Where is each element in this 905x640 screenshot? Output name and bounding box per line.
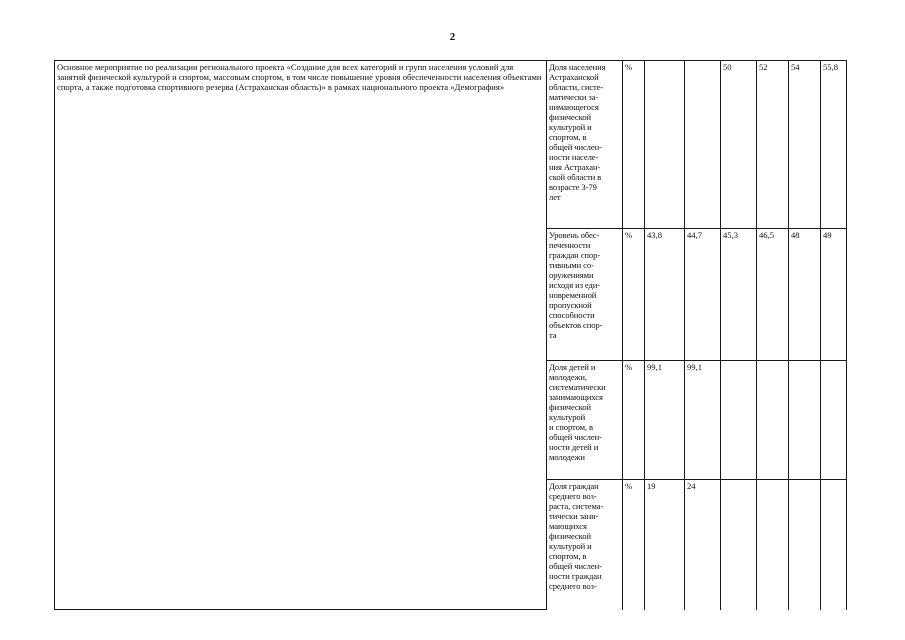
- value-cell: [757, 480, 789, 610]
- indicator-unit: %: [623, 480, 645, 610]
- indicator-name: Доля граждан среднего воз- раста, система- тически зани- мающихся физической культурой и спортом, в общей числен- ности граждан среднего воз-: [547, 480, 623, 610]
- value-cell: [821, 480, 847, 610]
- value-cell: [789, 361, 821, 480]
- value-cell: 99,1: [645, 361, 685, 480]
- value-cell: 44,7: [685, 229, 721, 361]
- value-cell: 54: [789, 61, 821, 229]
- value-cell: [645, 61, 685, 229]
- value-cell: 50: [721, 61, 757, 229]
- value-cell: 46,5: [757, 229, 789, 361]
- value-cell: 48: [789, 229, 821, 361]
- measures-table: [54, 60, 847, 610]
- main-measure-cell: Основное мероприятие по реализации регионального проекта «Создание для всех категорий и групп населения условий для занятий физической культурой и спортом, массовым спортом, в том числе повышение уровня обеспеченности населения объектами спорта, а также подготовка спортивного резерва (Астраханская область)» в рамках национального проекта «Демография»: [55, 61, 547, 610]
- value-cell: [789, 480, 821, 610]
- value-cell: 45,3: [721, 229, 757, 361]
- value-cell: [685, 61, 721, 229]
- value-cell: 99,1: [685, 361, 721, 480]
- value-cell: 19: [645, 480, 685, 610]
- value-cell: [821, 361, 847, 480]
- value-cell: [757, 361, 789, 480]
- value-cell: 43,8: [645, 229, 685, 361]
- indicator-unit: %: [623, 361, 645, 480]
- value-cell: 24: [685, 480, 721, 610]
- indicator-name: Уровень обес- печенности граждан спор- тивными со- оружениями исходя из еди- новременной пропускной способности объектов спор- та: [547, 229, 623, 361]
- indicator-name: Доля населения Астраханской области, систе- матически за- нимающегося физической культурой и спортом, в общей числен- ности населе- ния Астрахан- ской области в возрасте 3-79 лет: [547, 61, 623, 229]
- value-cell: 55,8: [821, 61, 847, 229]
- table-row: [55, 61, 847, 229]
- value-cell: 49: [821, 229, 847, 361]
- indicator-name: Доля детей и молодежи, систематически занимающихся физической культурой и спортом, в общей числен- ности детей и молодежи: [547, 361, 623, 480]
- value-cell: 52: [757, 61, 789, 229]
- indicator-unit: %: [623, 229, 645, 361]
- value-cell: [721, 361, 757, 480]
- indicator-unit: %: [623, 61, 645, 229]
- value-cell: [721, 480, 757, 610]
- page-number: 2: [449, 31, 456, 43]
